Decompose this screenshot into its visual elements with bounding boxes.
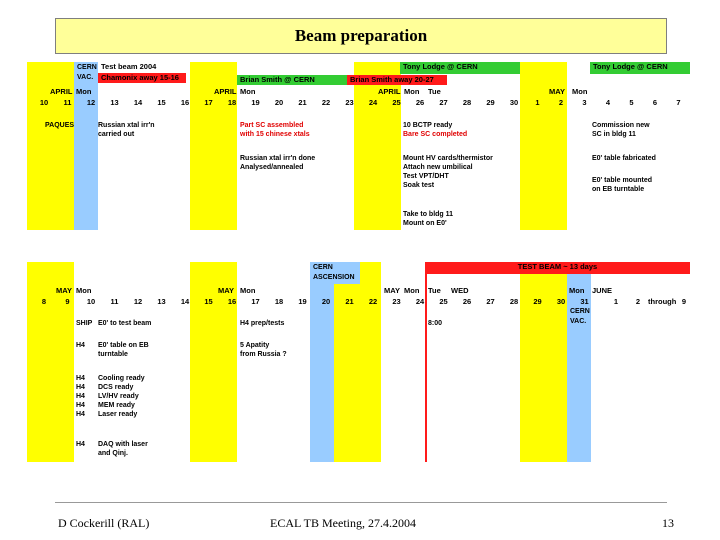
bctp-ready-note: 10 BCTP ready bbox=[403, 122, 453, 129]
day-number: 1 bbox=[535, 98, 540, 107]
test-beam-bar: TEST BEAM ~ 13 days bbox=[425, 262, 690, 274]
weekday-label: Tue bbox=[428, 87, 441, 96]
day-number: 24 bbox=[368, 98, 378, 107]
day-number: 12 bbox=[133, 297, 143, 306]
brian-smith-cern-bar: Brian Smith @ CERN bbox=[237, 75, 347, 85]
month-label: APRIL bbox=[378, 87, 401, 96]
cern-vac-bar: CERN VAC. bbox=[567, 306, 591, 328]
weekday-label: Mon bbox=[569, 286, 585, 295]
day-number: 28 bbox=[462, 98, 472, 107]
through-label: through bbox=[648, 297, 677, 306]
day-number: 4 bbox=[605, 98, 611, 107]
day-number: 13 bbox=[110, 98, 119, 107]
day-number: 28 bbox=[509, 297, 519, 306]
day-number: 29 bbox=[486, 98, 495, 107]
month-label: APRIL bbox=[50, 87, 73, 96]
daq-note: DAQ with laser and Qinj. bbox=[98, 441, 148, 457]
day-number: 10 bbox=[39, 98, 49, 107]
day-number: 27 bbox=[486, 297, 495, 306]
day-number: 18 bbox=[227, 98, 237, 107]
day-number: 17 bbox=[204, 98, 213, 107]
day-number: 1 bbox=[613, 297, 619, 306]
weekday-label: Mon bbox=[572, 87, 588, 96]
day-number: 23 bbox=[392, 297, 401, 306]
tony-lodge-cern-bar: Tony Lodge @ CERN bbox=[400, 62, 520, 74]
day-number: 26 bbox=[415, 98, 425, 107]
footer-author: D Cockerill (RAL) bbox=[58, 516, 150, 530]
month-label: MAY bbox=[218, 286, 234, 295]
mount-note: Mount HV cards/thermistor Attach new umbilical Test VPT/DHT Soak test bbox=[403, 155, 493, 189]
day-number: 20 bbox=[321, 297, 331, 306]
ship-tag: SHIP bbox=[76, 320, 93, 327]
day-number: 11 bbox=[63, 98, 72, 107]
day-number: 22 bbox=[368, 297, 378, 306]
day-number: 21 bbox=[345, 297, 354, 306]
h4-tags: H4 H4 H4 H4 H4 bbox=[76, 375, 85, 418]
day-number: 15 bbox=[204, 297, 213, 306]
time-note: 8:00 bbox=[428, 320, 443, 327]
day-number: 14 bbox=[180, 297, 190, 306]
month-label: MAY bbox=[384, 286, 400, 295]
weekday-label: Mon bbox=[240, 87, 256, 96]
cern-ascension-bar: CERN ASCENSION bbox=[310, 262, 360, 284]
weekday-label: Mon bbox=[404, 87, 420, 96]
h4-prep-note: H4 prep/tests bbox=[240, 320, 285, 327]
cern-vac-bar: CERN VAC. bbox=[74, 62, 98, 82]
day-number: 26 bbox=[462, 297, 472, 306]
take-to-bldg-note: Take to bldg 11 Mount on E0' bbox=[403, 211, 454, 227]
day-number: 10 bbox=[86, 297, 96, 306]
day-number: 9 bbox=[65, 297, 70, 306]
bare-sc-note: Bare SC completed bbox=[403, 131, 468, 138]
h4-tag: H4 bbox=[76, 342, 85, 349]
h4-tag: H4 bbox=[76, 441, 85, 448]
ship-note: E0' to test beam bbox=[98, 320, 152, 327]
brian-smith-away-bar: Brian Smith away 20-27 bbox=[347, 75, 447, 85]
day-number: 31 bbox=[580, 297, 589, 306]
chamonix-bar: Chamonix away 15-16 bbox=[98, 73, 186, 83]
weekday-label: Tue bbox=[428, 286, 441, 295]
e0-fabricated-note: E0' table fabricated bbox=[592, 155, 656, 162]
weekday-label: Mon bbox=[404, 286, 420, 295]
footer-meeting: ECAL TB Meeting, 27.4.2004 bbox=[270, 516, 416, 530]
day-number: 22 bbox=[321, 98, 331, 107]
day-number: 2 bbox=[558, 98, 564, 107]
slide-title: Beam preparation bbox=[55, 18, 667, 54]
apatity-note: 5 Apatity from Russia ? bbox=[240, 342, 287, 358]
russian-irradiation-done-note: Russian xtal irr'n done Analysed/annealed bbox=[240, 155, 316, 171]
day-number: 25 bbox=[392, 98, 401, 107]
day-number: 3 bbox=[582, 98, 587, 107]
day-number: 24 bbox=[415, 297, 425, 306]
tony-lodge-cern-bar: Tony Lodge @ CERN bbox=[590, 62, 690, 74]
weekday-label: WED bbox=[451, 286, 469, 295]
day-number: 9 bbox=[681, 297, 687, 306]
day-number: 29 bbox=[533, 297, 542, 306]
day-number: 14 bbox=[133, 98, 143, 107]
day-number: 17 bbox=[251, 297, 260, 306]
day-number: 19 bbox=[298, 297, 307, 306]
weekday-label: Mon bbox=[76, 87, 92, 96]
day-number: 2 bbox=[635, 297, 641, 306]
e0-mounted-note: E0' table mounted on EB turntable bbox=[592, 177, 653, 193]
part-sc-note: Part SC assembled with 15 chinese xtals bbox=[240, 122, 310, 138]
test-beam-bar: Test beam 2004 bbox=[101, 62, 157, 71]
day-number: 6 bbox=[652, 98, 658, 107]
day-number: 21 bbox=[298, 98, 307, 107]
weekend-column bbox=[520, 262, 567, 462]
weekday-label: Mon bbox=[76, 286, 92, 295]
holiday-column bbox=[310, 262, 334, 462]
month-label: APRIL bbox=[214, 87, 237, 96]
day-number: 8 bbox=[41, 297, 47, 306]
day-number: 13 bbox=[157, 297, 166, 306]
russian-irradiation-note: Russian xtal irr'n carried out bbox=[98, 122, 155, 138]
day-number: 11 bbox=[110, 297, 119, 306]
day-number: 18 bbox=[274, 297, 284, 306]
day-number: 27 bbox=[439, 98, 448, 107]
day-number: 12 bbox=[86, 98, 96, 107]
day-number: 16 bbox=[227, 297, 237, 306]
footer-page-number: 13 bbox=[662, 516, 674, 530]
day-number: 5 bbox=[629, 98, 634, 107]
footer-divider bbox=[55, 502, 667, 503]
month-label: MAY bbox=[549, 87, 565, 96]
commission-note: Commission new SC in bldg 11 bbox=[592, 122, 650, 138]
day-number: 25 bbox=[439, 297, 448, 306]
day-number: 7 bbox=[676, 98, 681, 107]
month-label: MAY bbox=[56, 286, 72, 295]
weekday-label: Mon bbox=[240, 286, 256, 295]
day-number: 23 bbox=[345, 98, 354, 107]
day-number: 19 bbox=[251, 98, 260, 107]
day-number: 30 bbox=[556, 297, 566, 306]
e0-table-note: E0' table on EB turntable bbox=[98, 342, 149, 358]
day-number: 30 bbox=[509, 98, 519, 107]
paques-note: PAQUES bbox=[45, 122, 75, 129]
readiness-list: Cooling ready DCS ready LV/HV ready MEM ready Laser ready bbox=[98, 375, 145, 418]
weekend-column bbox=[334, 262, 381, 462]
test-beam-marker-line bbox=[425, 262, 427, 462]
month-label: JUNE bbox=[592, 286, 613, 295]
day-number: 20 bbox=[274, 98, 284, 107]
day-number: 16 bbox=[180, 98, 190, 107]
day-number: 15 bbox=[157, 98, 166, 107]
